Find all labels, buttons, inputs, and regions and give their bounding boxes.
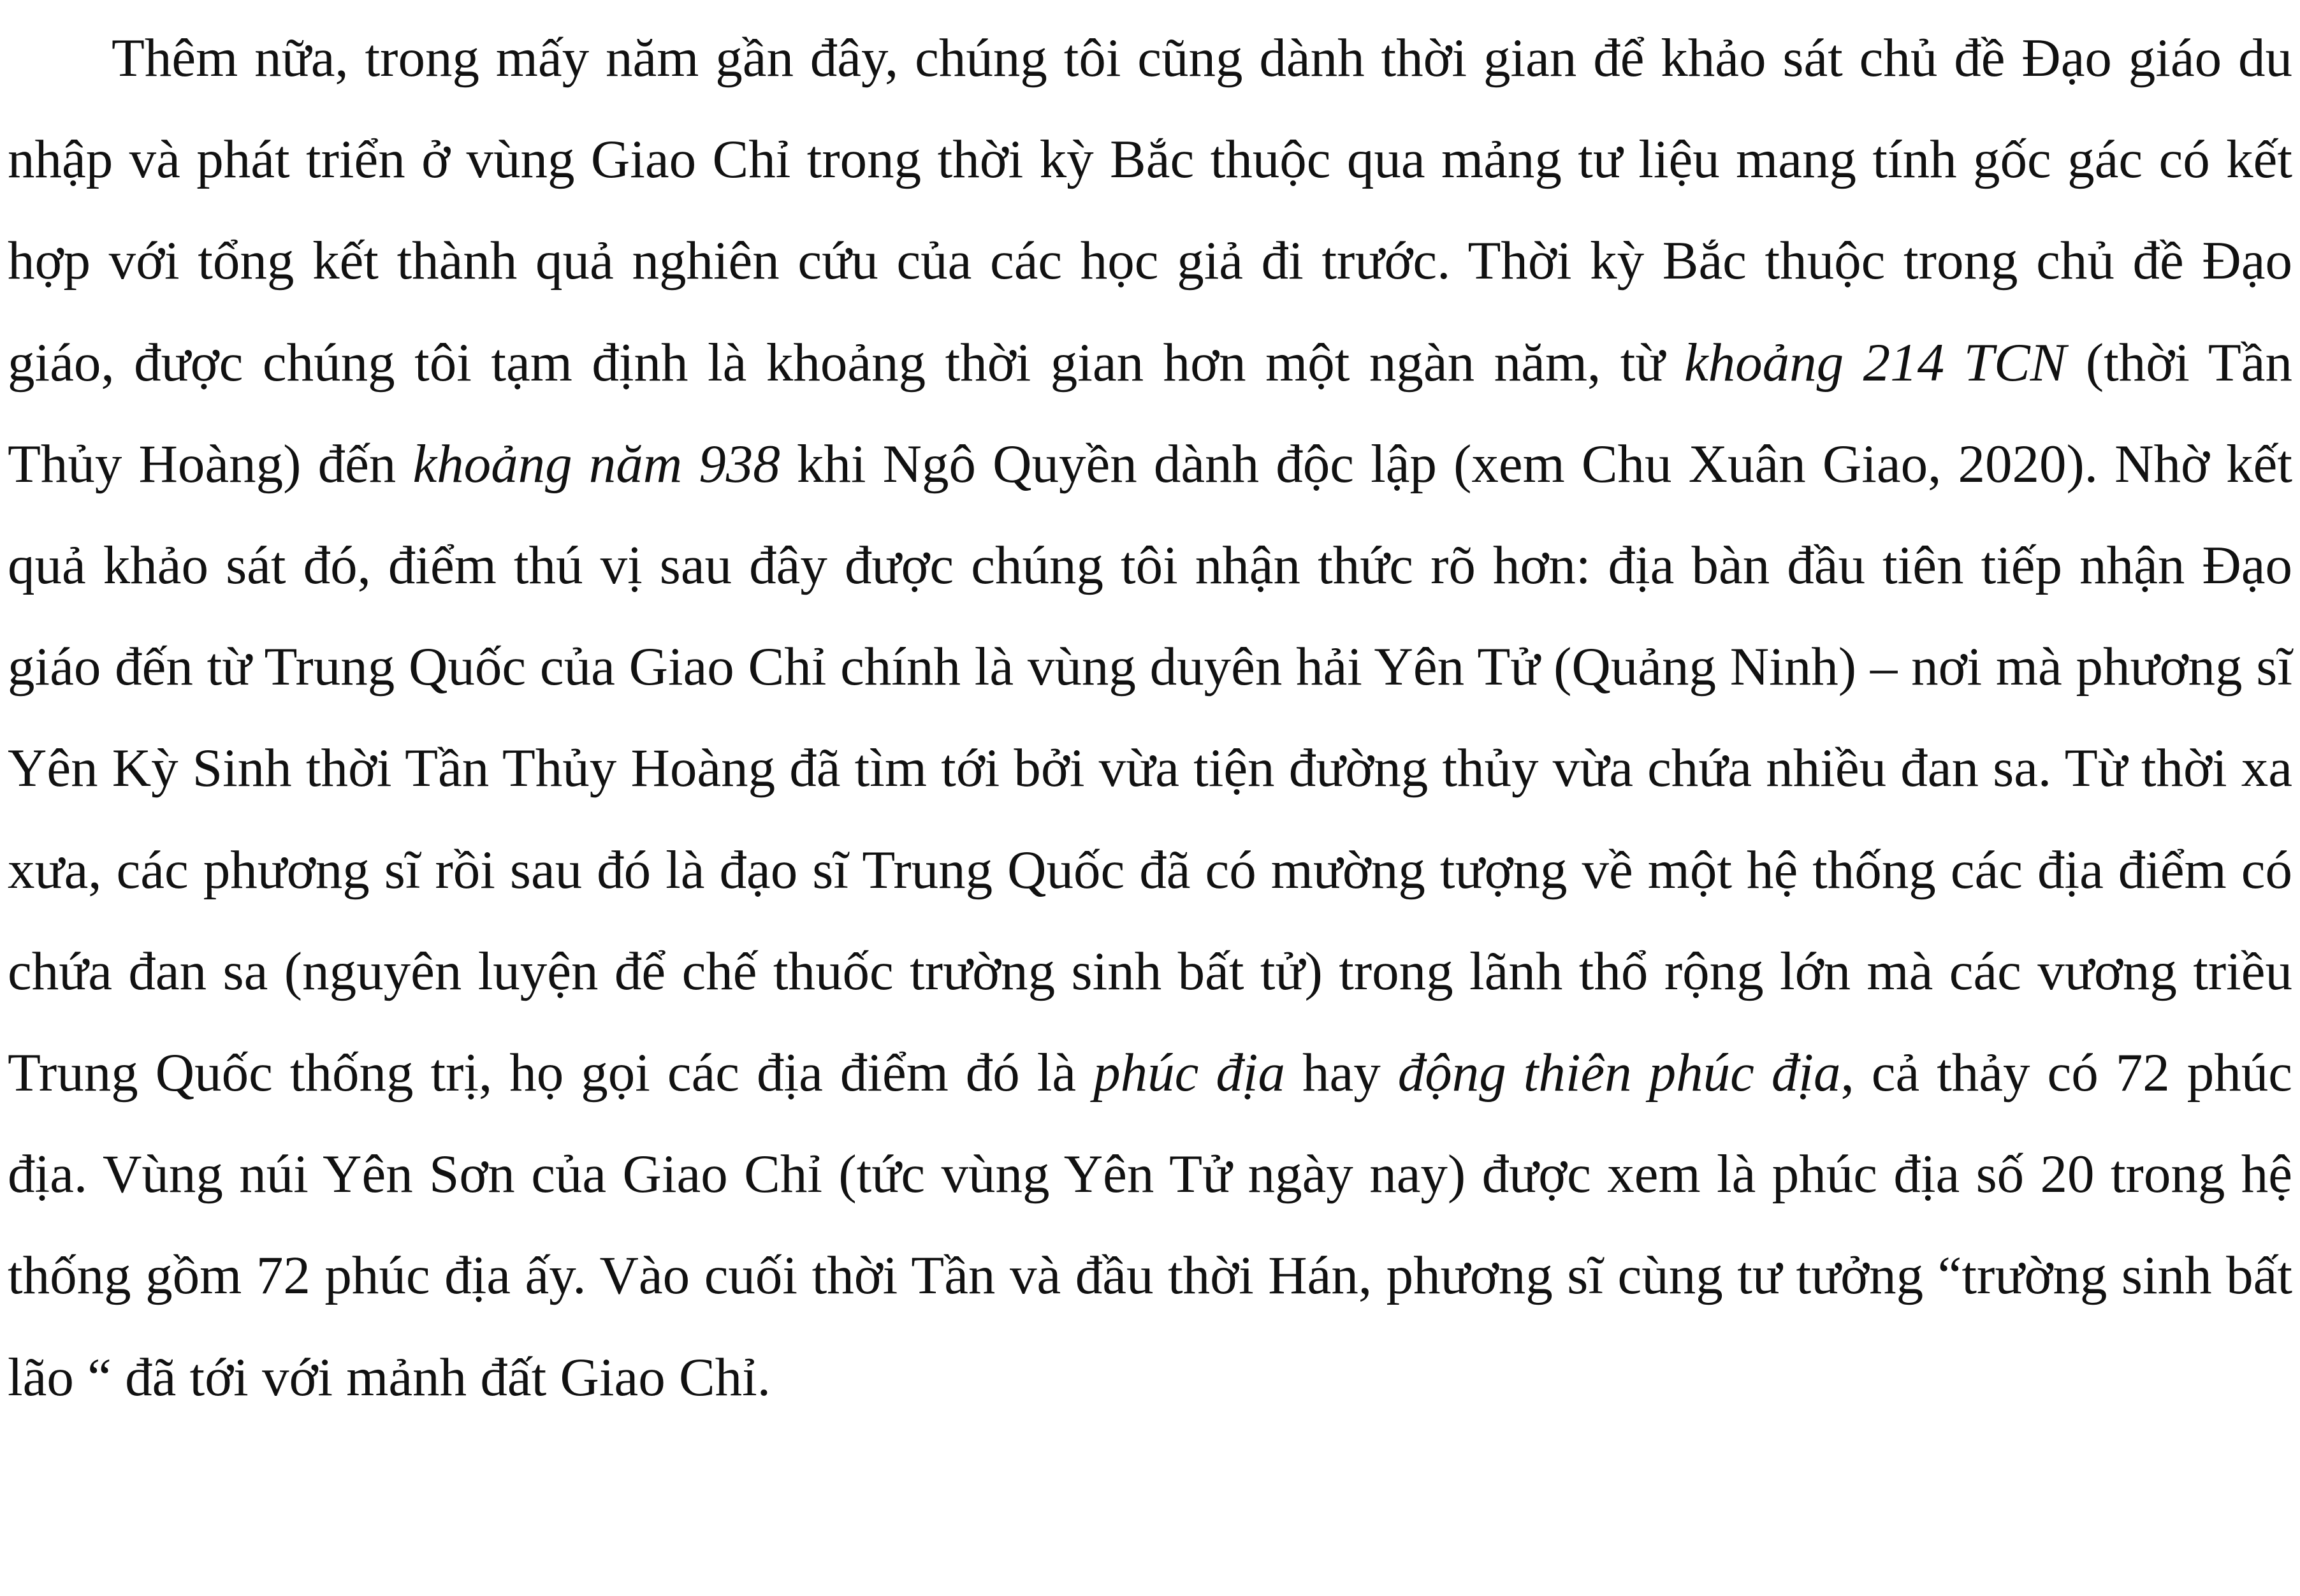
text-segment: Thêm nữa, trong mấy năm gần đây, chúng tôi cũng dành thời gian để khảo sát chủ đề Đạo giáo du nhập và phát triển ở vùng Giao Chỉ trong thời kỳ Bắc thuộc qua mảng tư liệu mang tính gốc gác có kết hợp với tổng kết thành quả nghiên cứu của các học giả đi trước. Thời kỳ Bắc thuộc trong chủ đề Đạo giáo, được chúng tôi tạm định là khoảng thời gian hơn một ngàn năm, từ xyxy=(8,28,2292,393)
italic-term-dong-thien-phuc-dia: động thiên phúc địa xyxy=(1397,1043,1841,1103)
body-paragraph xyxy=(8,8,2292,1428)
text-segment: khi Ngô Quyền dành độc lập (xem Chu Xuân Giao, 2020). Nhờ kết quả khảo sát đó, điểm thú vị sau đây được chúng tôi nhận thức rõ hơn: địa bàn đầu tiên tiếp nhận Đạo giáo đến từ Trung Quốc của Giao Chỉ chính là vùng duyên hải Yên Tử (Quảng Ninh) – nơi mà phương sĩ Yên Kỳ Sinh thời Tần Thủy Hoàng đã tìm tới bởi vừa tiện đường thủy vừa chứa nhiều đan sa. Từ thời xa xưa, các phương sĩ rồi sau đó là đạo sĩ Trung Quốc đã có mường tượng về một hệ thống các địa điểm có chứa đan sa (nguyên luyện để chế thuốc trường sinh bất tử) trong lãnh thổ rộng lớn mà các vương triều Trung Quốc thống trị, họ gọi các địa điểm đó là xyxy=(8,433,2292,1103)
text-segment: (thời Tần Thủy Hoàng) đến xyxy=(8,332,2292,494)
text-segment: hay xyxy=(1285,1043,1398,1103)
italic-phrase-khoang-nam-938: khoảng năm 938 xyxy=(412,433,780,494)
text-segment: , cả thảy có 72 phúc địa. Vùng núi Yên Sơn của Giao Chỉ (tức vùng Yên Tử ngày nay) được xem là phúc địa số 20 trong hệ thống gồm 72 phúc địa ấy. Vào cuối thời Tần và đầu thời Hán, phương sĩ cùng tư tưởng “trường sinh bất lão “ đã tới với mảnh đất Giao Chỉ. xyxy=(8,1043,2292,1407)
italic-phrase-khoang-214-tcn: khoảng 214 TCN xyxy=(1684,332,2067,393)
italic-term-phuc-dia: phúc địa xyxy=(1093,1043,1285,1103)
